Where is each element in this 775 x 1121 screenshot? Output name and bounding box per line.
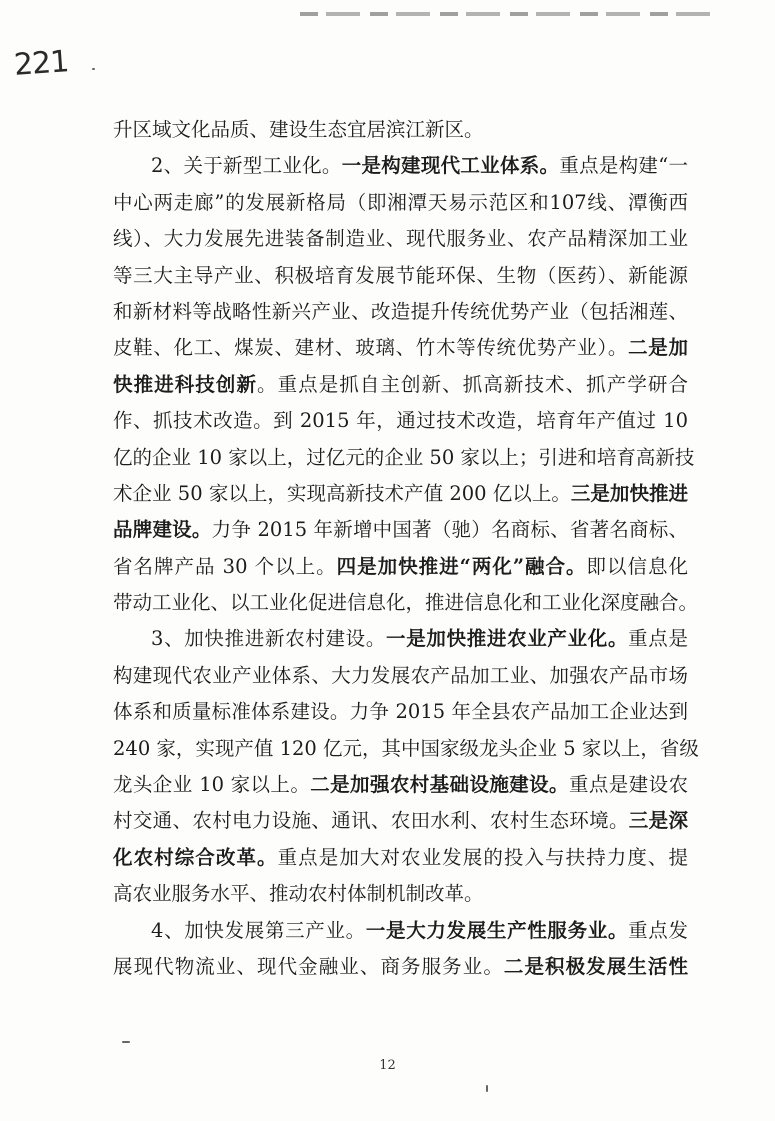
text-line: 化农村综合改革。重点是加大对农业发展的投入与扶持力度、提 [113,845,688,869]
text-line: 术企业 50 家以上，实现高新技术产值 200 亿以上。三是加快推进 [113,481,688,505]
text-line: 240 家，实现产值 120 亿元，其中国家级龙头企业 5 家以上，省级 [113,736,699,760]
text-line: 等三大主导产业、积极培育发展节能环保、生物（医药）、新能源 [113,263,688,287]
text-line: 皮鞋、化工、煤炭、建材、玻璃、竹木等传统优势产业）。二是加 [113,336,688,360]
scan-speck [122,1041,130,1043]
text-line: 省名牌产品 30 个以上。四是加快推进“两化”融合。即以信息化 [113,554,688,578]
text-line: 村交通、农村电力设施、通讯、农田水利、农村生态环境。三是深 [113,809,688,833]
text-line: 作、抓技术改造。到 2015 年，通过技术改造，培育年产值过 10 [113,409,688,433]
text-line: 高农业服务水平、推动农村体制机制改革。 [113,882,484,906]
page-number: 12 [379,1058,396,1073]
text-line: 展现代物流业、现代金融业、商务服务业。二是积极发展生活性 [113,954,688,978]
text-line: 品牌建设。力争 2015 年新增中国著（驰）名商标、省著名商标、 [113,518,688,542]
text-line: 龙头企业 10 家以上。二是加强农村基础设施建设。重点是建设农 [113,773,688,797]
text-line: 中心两走廊”的发展新格局（即湘潭天易示范区和107线、潭衡西 [113,190,688,214]
text-line: 构建现代农业产业体系、大力发展农产品加工业、加强农产品市场 [113,663,688,687]
handwritten-note: 221 [12,44,70,83]
document-body [113,112,699,985]
text-line: 4、加快发展第三产业。一是大力发展生产性服务业。重点发 [151,918,688,942]
scan-speck [92,68,95,70]
text-line: 带动工业化、以工业化促进信息化，推进信息化和工业化深度融合。 [113,591,699,615]
text-line: 2、关于新型工业化。一是构建现代工业体系。重点是构建“一 [151,154,688,178]
text-line: 体系和质量标准体系建设。力争 2015 年全县农产品加工企业达到 [113,700,688,724]
text-line: 亿的企业 10 家以上，过亿元的企业 50 家以上；引进和培育高新技 [113,445,695,469]
text-line: 和新材料等战略性新兴产业、改造提升传统优势产业（包括湘莲、 [113,299,688,323]
scan-artifact [300,12,710,16]
text-line: 升区域文化品质、建设生态宜居滨江新区。 [113,118,484,141]
text-line: 3、加快推进新农村建设。一是加快推进农业产业化。重点是 [151,627,688,651]
text-line: 快推进科技创新。重点是抓自主创新、抓高新技术、抓产学研合 [113,372,688,396]
text-line: 线）、大力发展先进装备制造业、现代服务业、农产品精深加工业 [113,227,688,251]
scan-speck [486,1085,488,1092]
